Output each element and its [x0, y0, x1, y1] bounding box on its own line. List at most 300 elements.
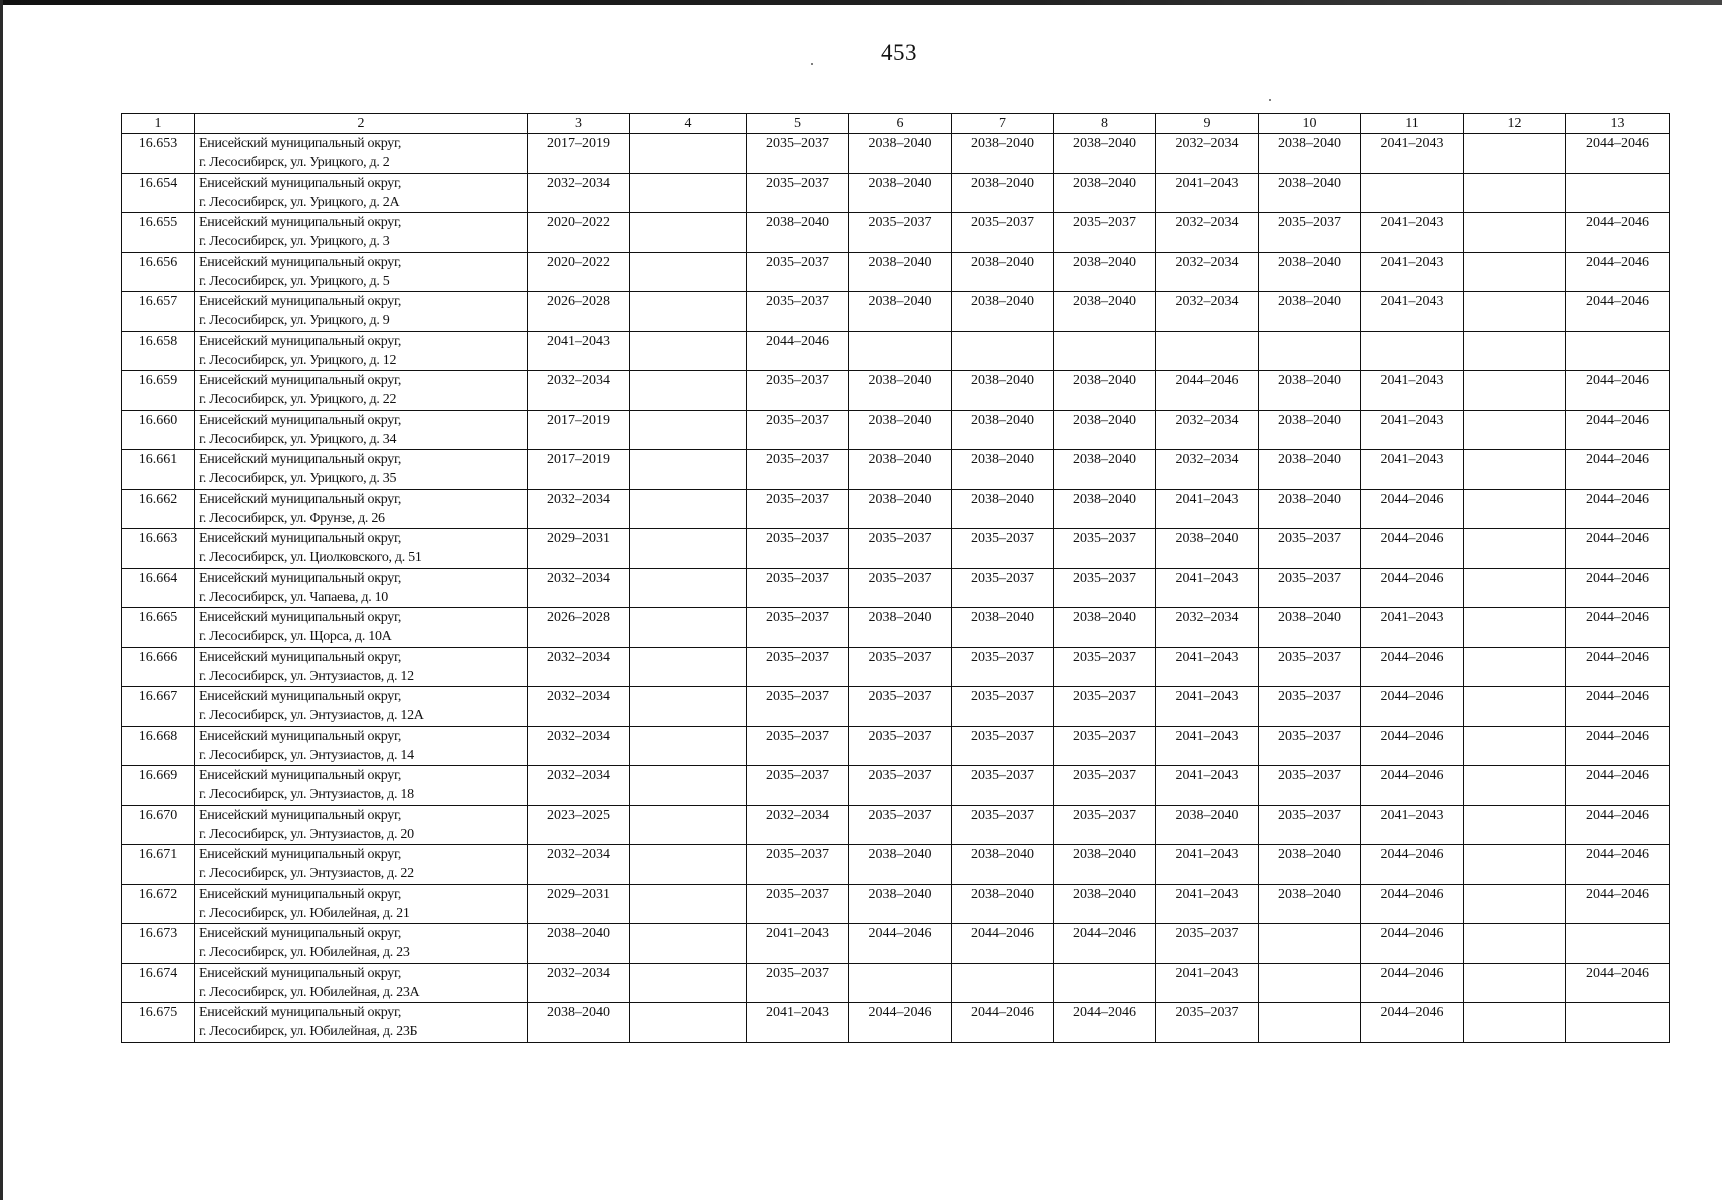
period-cell-6: 2038–2040: [849, 845, 952, 885]
period-cell-7: 2038–2040: [952, 608, 1054, 648]
period-cell-4: [630, 963, 747, 1003]
period-cell-7: 2038–2040: [952, 252, 1054, 292]
period-cell-9: 2044–2046: [1156, 371, 1259, 411]
table-row: [122, 331, 1670, 371]
period-cell-4: [630, 884, 747, 924]
period-cell-12: [1464, 529, 1566, 569]
period-cell-8: 2035–2037: [1054, 647, 1156, 687]
period-cell-6: 2038–2040: [849, 608, 952, 648]
period-cell-4: [630, 213, 747, 253]
period-cell-11: 2044–2046: [1361, 884, 1464, 924]
address-district: Енисейский муниципальный округ,: [199, 333, 402, 349]
period-cell-12: [1464, 252, 1566, 292]
address-cell: [195, 884, 528, 924]
period-cell-6: 2035–2037: [849, 529, 952, 569]
period-cell-9: 2032–2034: [1156, 410, 1259, 450]
period-cell-12: [1464, 173, 1566, 213]
period-cell-10: 2038–2040: [1259, 410, 1361, 450]
row-number-cell: 16.670: [122, 805, 195, 845]
period-cell-11: 2041–2043: [1361, 292, 1464, 332]
period-cell-9: 2032–2034: [1156, 252, 1259, 292]
period-cell-12: [1464, 924, 1566, 964]
period-cell-11: 2041–2043: [1361, 252, 1464, 292]
period-cell-11: [1361, 331, 1464, 371]
period-cell-4: [630, 450, 747, 490]
scan-speck: [1269, 99, 1271, 101]
period-cell-4: [630, 608, 747, 648]
address-street: г. Лесосибирск, ул. Энтузиастов, д. 22: [199, 866, 414, 881]
period-cell-10: 2035–2037: [1259, 568, 1361, 608]
table-row: [122, 371, 1670, 411]
period-cell-6: 2035–2037: [849, 726, 952, 766]
period-cell-3: 2032–2034: [528, 371, 630, 411]
period-cell-8: 2038–2040: [1054, 489, 1156, 529]
table-row: [122, 845, 1670, 885]
period-cell-7: 2038–2040: [952, 134, 1054, 174]
row-number-cell: 16.674: [122, 963, 195, 1003]
period-cell-9: 2041–2043: [1156, 726, 1259, 766]
period-cell-6: 2038–2040: [849, 884, 952, 924]
period-cell-12: [1464, 884, 1566, 924]
period-cell-4: [630, 647, 747, 687]
row-number-cell: 16.658: [122, 331, 195, 371]
column-header-5: 5: [747, 114, 849, 134]
period-cell-6: 2038–2040: [849, 252, 952, 292]
period-cell-8: 2035–2037: [1054, 568, 1156, 608]
column-header-3: 3: [528, 114, 630, 134]
period-cell-8: 2035–2037: [1054, 213, 1156, 253]
period-cell-8: 2038–2040: [1054, 845, 1156, 885]
row-number-cell: 16.654: [122, 173, 195, 213]
period-cell-6: 2035–2037: [849, 805, 952, 845]
row-number-cell: 16.659: [122, 371, 195, 411]
period-cell-13: [1566, 924, 1670, 964]
address-cell: [195, 647, 528, 687]
period-cell-3: 2032–2034: [528, 687, 630, 727]
period-cell-4: [630, 489, 747, 529]
address-street: г. Лесосибирск, ул. Урицкого, д. 9: [199, 313, 390, 328]
address-district: Енисейский муниципальный округ,: [199, 965, 402, 981]
table-row: [122, 647, 1670, 687]
table-row: [122, 766, 1670, 806]
period-cell-4: [630, 924, 747, 964]
period-cell-5: 2038–2040: [747, 213, 849, 253]
period-cell-9: 2038–2040: [1156, 805, 1259, 845]
period-cell-6: [849, 963, 952, 1003]
period-cell-9: 2041–2043: [1156, 489, 1259, 529]
period-cell-7: 2035–2037: [952, 647, 1054, 687]
table-row: [122, 924, 1670, 964]
period-cell-11: 2044–2046: [1361, 845, 1464, 885]
period-cell-12: [1464, 647, 1566, 687]
period-cell-5: 2044–2046: [747, 331, 849, 371]
row-number-cell: 16.665: [122, 608, 195, 648]
period-cell-12: [1464, 726, 1566, 766]
address-cell: [195, 213, 528, 253]
address-district: Енисейский муниципальный округ,: [199, 768, 402, 783]
column-header-1: 1: [122, 114, 195, 134]
column-header-8: 8: [1054, 114, 1156, 134]
period-cell-11: 2041–2043: [1361, 371, 1464, 411]
row-number-cell: 16.653: [122, 134, 195, 174]
period-cell-10: 2038–2040: [1259, 845, 1361, 885]
period-cell-3: 2032–2034: [528, 647, 630, 687]
period-cell-10: 2038–2040: [1259, 608, 1361, 648]
period-cell-12: [1464, 134, 1566, 174]
address-district: Енисейский муниципальный округ,: [199, 136, 402, 151]
address-street: г. Лесосибирск, ул. Щорса, д. 10А: [199, 629, 392, 644]
period-cell-5: 2035–2037: [747, 608, 849, 648]
address-district: Енисейский муниципальный округ,: [199, 373, 402, 388]
period-cell-3: 2017–2019: [528, 450, 630, 490]
period-cell-5: 2035–2037: [747, 529, 849, 569]
period-cell-10: 2038–2040: [1259, 884, 1361, 924]
table-row: [122, 963, 1670, 1003]
period-cell-8: 2038–2040: [1054, 608, 1156, 648]
address-street: г. Лесосибирск, ул. Урицкого, д. 2: [199, 155, 390, 170]
period-cell-3: 2020–2022: [528, 252, 630, 292]
period-cell-12: [1464, 963, 1566, 1003]
period-cell-5: 2041–2043: [747, 924, 849, 964]
period-cell-4: [630, 1003, 747, 1043]
row-number-cell: 16.655: [122, 213, 195, 253]
period-cell-13: 2044–2046: [1566, 252, 1670, 292]
address-district: Енисейский муниципальный округ,: [199, 294, 402, 309]
scan-top-edge: [0, 0, 1722, 5]
period-cell-7: 2035–2037: [952, 568, 1054, 608]
row-number-cell: 16.668: [122, 726, 195, 766]
period-cell-5: 2035–2037: [747, 963, 849, 1003]
address-district: Енисейский муниципальный округ,: [199, 689, 402, 704]
period-cell-11: 2044–2046: [1361, 924, 1464, 964]
table-row: [122, 687, 1670, 727]
address-street: г. Лесосибирск, ул. Урицкого, д. 12: [199, 352, 397, 368]
column-header-13: 13: [1566, 114, 1670, 134]
address-cell: [195, 173, 528, 213]
address-cell: [195, 450, 528, 490]
period-cell-13: 2044–2046: [1566, 608, 1670, 648]
period-cell-10: [1259, 963, 1361, 1003]
period-cell-11: 2044–2046: [1361, 1003, 1464, 1043]
period-cell-3: 2023–2025: [528, 805, 630, 845]
period-cell-4: [630, 568, 747, 608]
period-cell-3: 2032–2034: [528, 568, 630, 608]
period-cell-3: 2041–2043: [528, 331, 630, 371]
address-cell: [195, 410, 528, 450]
period-cell-9: 2041–2043: [1156, 845, 1259, 885]
period-cell-3: 2032–2034: [528, 845, 630, 885]
period-cell-9: 2032–2034: [1156, 292, 1259, 332]
period-cell-10: 2038–2040: [1259, 134, 1361, 174]
row-number-cell: 16.664: [122, 568, 195, 608]
table-row: [122, 134, 1670, 174]
period-cell-3: 2032–2034: [528, 489, 630, 529]
table-body: [122, 134, 1670, 1043]
table-row: [122, 568, 1670, 608]
table-row: [122, 252, 1670, 292]
period-cell-6: [849, 331, 952, 371]
period-cell-9: 2041–2043: [1156, 963, 1259, 1003]
period-cell-11: 2041–2043: [1361, 410, 1464, 450]
period-cell-8: 2038–2040: [1054, 410, 1156, 450]
address-cell: [195, 608, 528, 648]
period-cell-6: 2038–2040: [849, 410, 952, 450]
period-cell-8: [1054, 331, 1156, 371]
address-street: г. Лесосибирск, ул. Энтузиастов, д. 18: [199, 787, 414, 802]
table-row: [122, 489, 1670, 529]
period-cell-8: 2038–2040: [1054, 292, 1156, 332]
period-cell-7: 2038–2040: [952, 489, 1054, 529]
address-street: г. Лесосибирск, ул. Циолковского, д. 51: [199, 550, 422, 565]
period-cell-4: [630, 766, 747, 806]
scan-left-edge: [0, 0, 3, 1200]
period-cell-13: 2044–2046: [1566, 450, 1670, 490]
period-cell-11: [1361, 173, 1464, 213]
period-cell-11: 2041–2043: [1361, 450, 1464, 490]
column-header-6: 6: [849, 114, 952, 134]
period-cell-3: 2026–2028: [528, 608, 630, 648]
table-header-row: [122, 114, 1670, 134]
period-cell-6: 2035–2037: [849, 766, 952, 806]
address-street: г. Лесосибирск, ул. Юбилейная, д. 23: [199, 945, 410, 960]
period-cell-3: 2032–2034: [528, 766, 630, 806]
period-cell-8: 2038–2040: [1054, 450, 1156, 490]
period-cell-3: 2032–2034: [528, 173, 630, 213]
period-cell-12: [1464, 805, 1566, 845]
row-number-cell: 16.666: [122, 647, 195, 687]
address-cell: [195, 331, 528, 371]
column-header-9: 9: [1156, 114, 1259, 134]
period-cell-12: [1464, 489, 1566, 529]
period-cell-7: 2035–2037: [952, 687, 1054, 727]
period-cell-4: [630, 726, 747, 766]
period-cell-8: 2038–2040: [1054, 252, 1156, 292]
period-cell-9: 2041–2043: [1156, 687, 1259, 727]
period-cell-7: 2035–2037: [952, 805, 1054, 845]
period-cell-9: 2041–2043: [1156, 884, 1259, 924]
period-cell-12: [1464, 1003, 1566, 1043]
period-cell-11: 2041–2043: [1361, 134, 1464, 174]
row-number-cell: 16.669: [122, 766, 195, 806]
period-cell-3: 2029–2031: [528, 529, 630, 569]
period-cell-10: [1259, 1003, 1361, 1043]
table-row: [122, 213, 1670, 253]
period-cell-4: [630, 687, 747, 727]
period-cell-6: 2038–2040: [849, 173, 952, 213]
table-row: [122, 726, 1670, 766]
period-cell-6: 2035–2037: [849, 647, 952, 687]
period-cell-10: 2035–2037: [1259, 647, 1361, 687]
period-cell-3: 2026–2028: [528, 292, 630, 332]
period-cell-12: [1464, 608, 1566, 648]
period-cell-9: [1156, 331, 1259, 371]
period-cell-10: 2038–2040: [1259, 371, 1361, 411]
table-row: [122, 292, 1670, 332]
address-cell: [195, 1003, 528, 1043]
period-cell-4: [630, 371, 747, 411]
column-header-4: 4: [630, 114, 747, 134]
period-cell-12: [1464, 292, 1566, 332]
address-district: Енисейский муниципальный округ,: [199, 807, 402, 823]
period-cell-7: [952, 331, 1054, 371]
period-cell-9: 2041–2043: [1156, 647, 1259, 687]
period-cell-9: 2041–2043: [1156, 568, 1259, 608]
address-cell: [195, 766, 528, 806]
period-cell-8: 2038–2040: [1054, 884, 1156, 924]
address-district: Енисейский муниципальный округ,: [199, 175, 402, 191]
period-cell-7: 2044–2046: [952, 1003, 1054, 1043]
period-cell-10: 2035–2037: [1259, 805, 1361, 845]
period-cell-3: 2029–2031: [528, 884, 630, 924]
period-cell-5: 2035–2037: [747, 134, 849, 174]
period-cell-13: 2044–2046: [1566, 963, 1670, 1003]
address-district: Енисейский муниципальный округ,: [199, 847, 402, 862]
period-cell-13: 2044–2046: [1566, 805, 1670, 845]
page-number: 453: [881, 40, 917, 65]
address-cell: [195, 252, 528, 292]
address-district: Енисейский муниципальный округ,: [199, 531, 402, 546]
row-number-cell: 16.667: [122, 687, 195, 727]
period-cell-13: 2044–2046: [1566, 292, 1670, 332]
address-cell: [195, 371, 528, 411]
period-cell-12: [1464, 371, 1566, 411]
address-street: г. Лесосибирск, ул. Энтузиастов, д. 12А: [199, 708, 424, 723]
address-district: Енисейский муниципальный округ,: [199, 452, 402, 467]
period-cell-10: 2038–2040: [1259, 173, 1361, 213]
period-cell-4: [630, 134, 747, 174]
period-cell-10: 2035–2037: [1259, 726, 1361, 766]
period-cell-5: 2035–2037: [747, 884, 849, 924]
period-cell-4: [630, 331, 747, 371]
period-cell-4: [630, 173, 747, 213]
period-cell-12: [1464, 687, 1566, 727]
address-cell: [195, 568, 528, 608]
period-cell-9: 2032–2034: [1156, 608, 1259, 648]
period-cell-4: [630, 529, 747, 569]
period-cell-4: [630, 252, 747, 292]
column-header-12: 12: [1464, 114, 1566, 134]
period-cell-6: 2038–2040: [849, 371, 952, 411]
scan-speck: [811, 63, 813, 65]
period-cell-10: 2035–2037: [1259, 687, 1361, 727]
period-cell-10: 2035–2037: [1259, 766, 1361, 806]
period-cell-13: 2044–2046: [1566, 884, 1670, 924]
period-cell-7: 2035–2037: [952, 766, 1054, 806]
column-header-7: 7: [952, 114, 1054, 134]
row-number-cell: 16.662: [122, 489, 195, 529]
period-cell-11: 2044–2046: [1361, 529, 1464, 569]
period-cell-5: 2035–2037: [747, 845, 849, 885]
period-cell-13: 2044–2046: [1566, 766, 1670, 806]
period-cell-8: 2038–2040: [1054, 371, 1156, 411]
period-cell-5: 2035–2037: [747, 766, 849, 806]
address-district: Енисейский муниципальный округ,: [199, 215, 402, 230]
period-cell-4: [630, 805, 747, 845]
table-row: [122, 410, 1670, 450]
period-cell-6: 2044–2046: [849, 1003, 952, 1043]
address-cell: [195, 924, 528, 964]
period-cell-13: [1566, 331, 1670, 371]
period-cell-5: 2041–2043: [747, 1003, 849, 1043]
schedule-table: [121, 113, 1670, 1043]
period-cell-11: 2044–2046: [1361, 726, 1464, 766]
address-cell: [195, 292, 528, 332]
address-street: г. Лесосибирск, ул. Урицкого, д. 5: [199, 273, 390, 289]
period-cell-9: 2035–2037: [1156, 1003, 1259, 1043]
period-cell-13: 2044–2046: [1566, 213, 1670, 253]
address-cell: [195, 963, 528, 1003]
period-cell-9: 2041–2043: [1156, 766, 1259, 806]
address-cell: [195, 805, 528, 845]
table-row: [122, 1003, 1670, 1043]
period-cell-13: 2044–2046: [1566, 529, 1670, 569]
period-cell-13: 2044–2046: [1566, 647, 1670, 687]
period-cell-7: [952, 963, 1054, 1003]
period-cell-5: 2035–2037: [747, 450, 849, 490]
period-cell-7: 2038–2040: [952, 450, 1054, 490]
period-cell-7: 2035–2037: [952, 529, 1054, 569]
period-cell-13: [1566, 1003, 1670, 1043]
period-cell-4: [630, 410, 747, 450]
address-district: Енисейский муниципальный округ,: [199, 610, 402, 625]
period-cell-6: 2035–2037: [849, 687, 952, 727]
period-cell-6: 2038–2040: [849, 134, 952, 174]
period-cell-11: 2041–2043: [1361, 805, 1464, 845]
period-cell-5: 2035–2037: [747, 489, 849, 529]
address-district: Енисейский муниципальный округ,: [199, 254, 402, 270]
period-cell-5: 2035–2037: [747, 568, 849, 608]
row-number-cell: 16.672: [122, 884, 195, 924]
period-cell-9: 2035–2037: [1156, 924, 1259, 964]
table-row: [122, 608, 1670, 648]
period-cell-7: 2038–2040: [952, 173, 1054, 213]
address-street: г. Лесосибирск, ул. Урицкого, д. 35: [199, 471, 397, 486]
period-cell-6: 2038–2040: [849, 450, 952, 490]
address-cell: [195, 687, 528, 727]
period-cell-6: 2035–2037: [849, 568, 952, 608]
period-cell-5: 2035–2037: [747, 252, 849, 292]
address-street: г. Лесосибирск, ул. Юбилейная, д. 23Б: [199, 1024, 418, 1039]
period-cell-13: [1566, 173, 1670, 213]
period-cell-8: 2044–2046: [1054, 1003, 1156, 1043]
period-cell-10: 2035–2037: [1259, 213, 1361, 253]
address-cell: [195, 134, 528, 174]
period-cell-3: 2020–2022: [528, 213, 630, 253]
address-cell: [195, 845, 528, 885]
period-cell-12: [1464, 845, 1566, 885]
period-cell-10: 2038–2040: [1259, 252, 1361, 292]
address-street: г. Лесосибирск, ул. Юбилейная, д. 23А: [199, 984, 420, 1000]
address-street: г. Лесосибирск, ул. Урицкого, д. 34: [199, 431, 397, 447]
table-row: [122, 450, 1670, 490]
period-cell-12: [1464, 568, 1566, 608]
period-cell-12: [1464, 450, 1566, 490]
period-cell-11: 2044–2046: [1361, 687, 1464, 727]
column-header-11: 11: [1361, 114, 1464, 134]
period-cell-8: 2035–2037: [1054, 529, 1156, 569]
period-cell-10: [1259, 924, 1361, 964]
address-street: г. Лесосибирск, ул. Юбилейная, д. 21: [199, 905, 410, 921]
period-cell-6: 2035–2037: [849, 213, 952, 253]
period-cell-11: 2041–2043: [1361, 608, 1464, 648]
address-district: Енисейский муниципальный округ,: [199, 412, 402, 428]
row-number-cell: 16.671: [122, 845, 195, 885]
table-row: [122, 805, 1670, 845]
period-cell-7: 2035–2037: [952, 726, 1054, 766]
period-cell-12: [1464, 331, 1566, 371]
address-street: г. Лесосибирск, ул. Чапаева, д. 10: [199, 589, 389, 605]
period-cell-13: 2044–2046: [1566, 687, 1670, 727]
